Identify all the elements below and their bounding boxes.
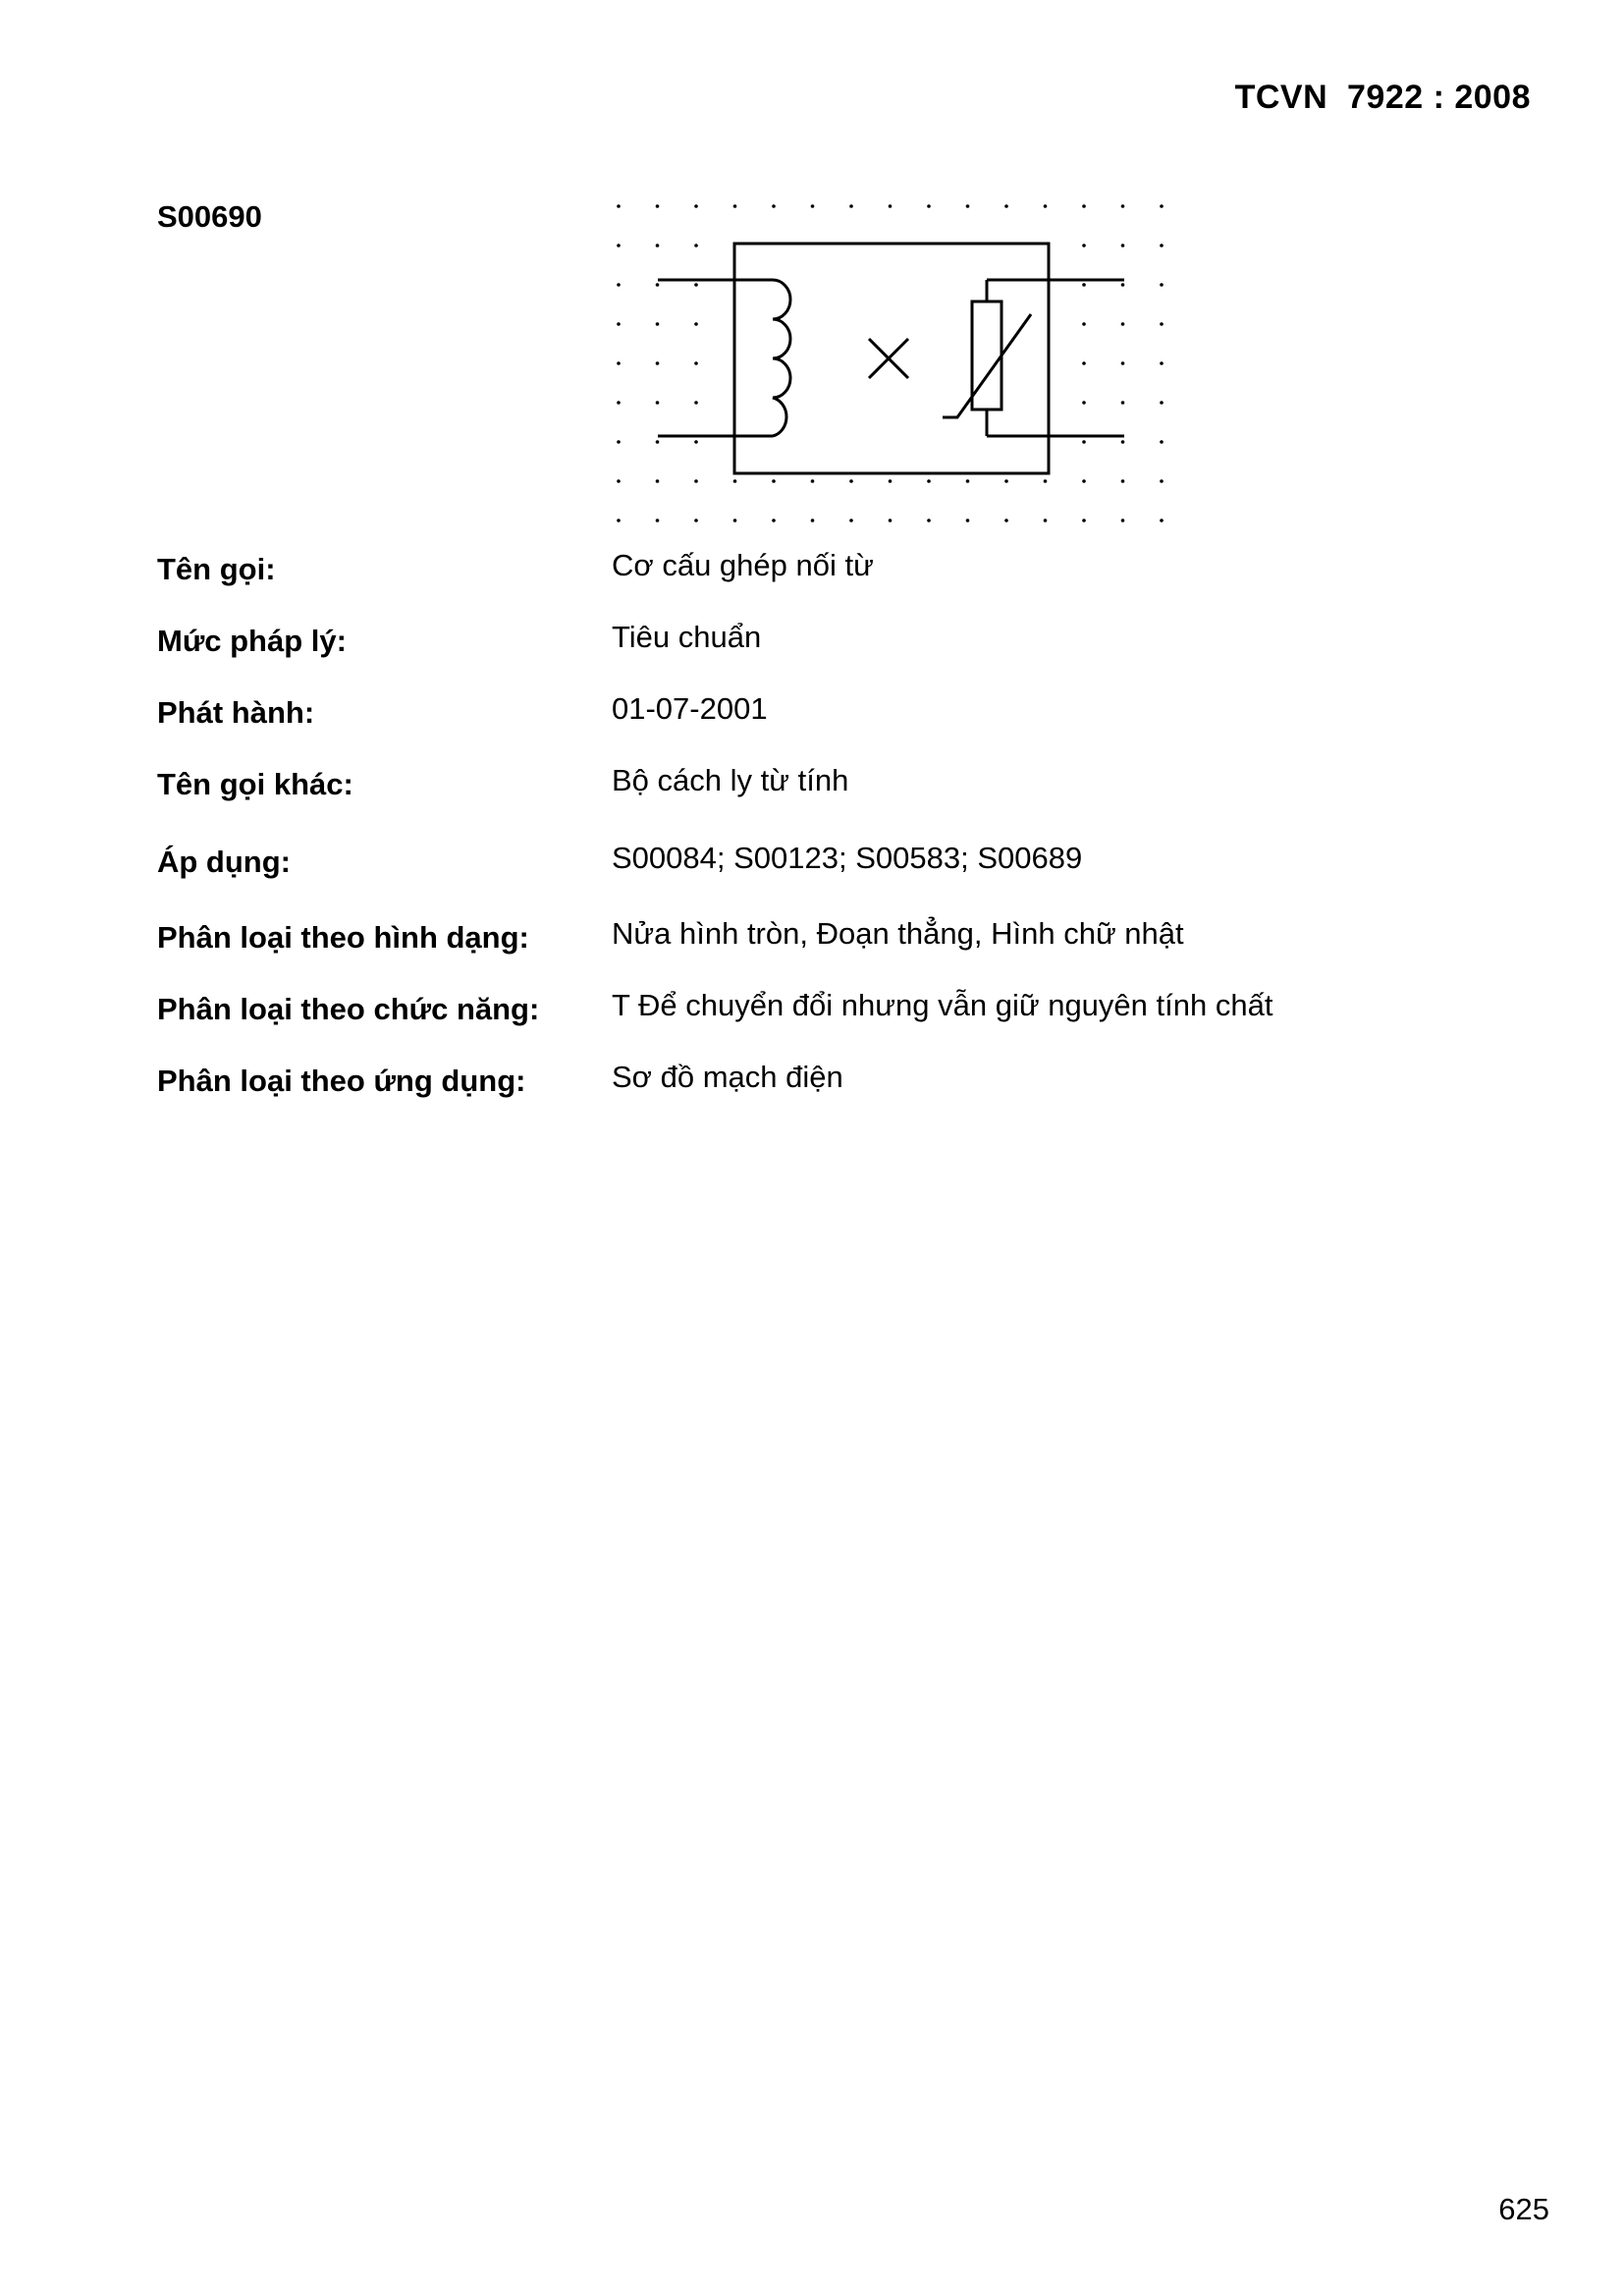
grid-dot (1044, 204, 1048, 208)
grid-dot (772, 479, 776, 483)
grid-dot (617, 519, 621, 522)
grid-dot (656, 440, 660, 444)
grid-dot (656, 401, 660, 405)
grid-dot (656, 244, 660, 247)
grid-dot (694, 322, 698, 326)
grid-dot (849, 519, 853, 522)
grid-dot (966, 479, 970, 483)
grid-dot (1160, 361, 1164, 365)
grid-dot (1121, 361, 1125, 365)
grid-dot (1004, 479, 1008, 483)
grid-dot (694, 283, 698, 287)
symbol-code: S00690 (157, 199, 262, 234)
grid-dot (1082, 244, 1086, 247)
grid-dot (1160, 204, 1164, 208)
grid-dot (733, 204, 737, 208)
grid-dot (1082, 401, 1086, 405)
grid-dot (889, 204, 893, 208)
field-label: Phát hành: (157, 695, 315, 730)
grid-dot (656, 519, 660, 522)
grid-dot (966, 519, 970, 522)
grid-dot (1121, 440, 1125, 444)
grid-dot (656, 283, 660, 287)
grid-dot (1004, 519, 1008, 522)
grid-dot (966, 204, 970, 208)
field-label: Phân loại theo hình dạng: (157, 920, 529, 955)
grid-dot (617, 244, 621, 247)
grid-dot (694, 519, 698, 522)
grid-dot (1160, 479, 1164, 483)
field-value: 01-07-2001 (612, 691, 768, 726)
grid-dot (656, 204, 660, 208)
magnetic-coupler-symbol-icon (604, 191, 1183, 525)
coil-winding (773, 280, 790, 436)
grid-dot (1044, 519, 1048, 522)
field-value: Cơ cấu ghép nối từ (612, 548, 874, 582)
grid-dot (889, 479, 893, 483)
grid-dot (694, 401, 698, 405)
grid-dot (811, 519, 815, 522)
grid-dot (1121, 204, 1125, 208)
field-label: Áp dụng: (157, 845, 292, 879)
grid-dot (1160, 401, 1164, 405)
grid-dot (1082, 283, 1086, 287)
grid-dot (733, 479, 737, 483)
grid-dot (617, 283, 621, 287)
document-standard-header: TCVN 7922 : 2008 (1234, 79, 1531, 116)
grid-dot (1160, 244, 1164, 247)
grid-dot (811, 204, 815, 208)
grid-dot (772, 519, 776, 522)
grid-dot (1160, 283, 1164, 287)
resistor-body (972, 301, 1001, 410)
grid-dot (656, 479, 660, 483)
grid-dot (656, 361, 660, 365)
field-value: Nửa hình tròn, Đoạn thẳng, Hình chữ nhật (612, 916, 1184, 951)
field-value: Bộ cách ly từ tính (612, 763, 849, 797)
grid-dot (694, 440, 698, 444)
grid-dot (927, 204, 931, 208)
field-label: Tên gọi khác: (157, 767, 353, 801)
grid-dot (694, 361, 698, 365)
grid-dot (1160, 322, 1164, 326)
grid-dot (1044, 479, 1048, 483)
grid-dot (656, 322, 660, 326)
grid-dot (617, 479, 621, 483)
grid-dot (1082, 204, 1086, 208)
field-label: Phân loại theo chức năng: (157, 992, 540, 1026)
grid-dot (1082, 361, 1086, 365)
field-value: T Để chuyển đổi nhưng vẫn giữ nguyên tính chất (612, 988, 1273, 1022)
grid-dot (1121, 401, 1125, 405)
grid-dot (1160, 519, 1164, 522)
grid-dot (927, 519, 931, 522)
grid-dot (849, 204, 853, 208)
grid-dot (694, 204, 698, 208)
grid-dot (772, 204, 776, 208)
variable-diagonal (943, 314, 1031, 417)
grid-dot (617, 401, 621, 405)
field-label: Tên gọi: (157, 552, 276, 586)
grid-dot (1082, 479, 1086, 483)
field-value: Tiêu chuẩn (612, 620, 762, 654)
grid-dot (1121, 283, 1125, 287)
grid-dot (927, 479, 931, 483)
field-label: Phân loại theo ứng dụng: (157, 1064, 526, 1098)
grid-dot (1121, 244, 1125, 247)
grid-dot (733, 519, 737, 522)
grid-dot (694, 479, 698, 483)
grid-dot (694, 244, 698, 247)
grid-dot (1121, 322, 1125, 326)
grid-dot (1121, 479, 1125, 483)
field-value: S00084; S00123; S00583; S00689 (612, 841, 1083, 875)
grid-dot (889, 519, 893, 522)
page-number: 625 (1498, 2192, 1549, 2226)
grid-dot (811, 479, 815, 483)
field-value: Sơ đồ mạch điện (612, 1060, 843, 1094)
grid-dot (849, 479, 853, 483)
grid-dot (1082, 519, 1086, 522)
grid-dot (617, 361, 621, 365)
grid-dot (1004, 204, 1008, 208)
grid-dot (1082, 322, 1086, 326)
grid-dot (1160, 440, 1164, 444)
grid-dot (617, 322, 621, 326)
grid-dot (1121, 519, 1125, 522)
field-label: Mức pháp lý: (157, 624, 347, 658)
grid-dot (1082, 440, 1086, 444)
grid-dot (617, 204, 621, 208)
grid-dot (617, 440, 621, 444)
